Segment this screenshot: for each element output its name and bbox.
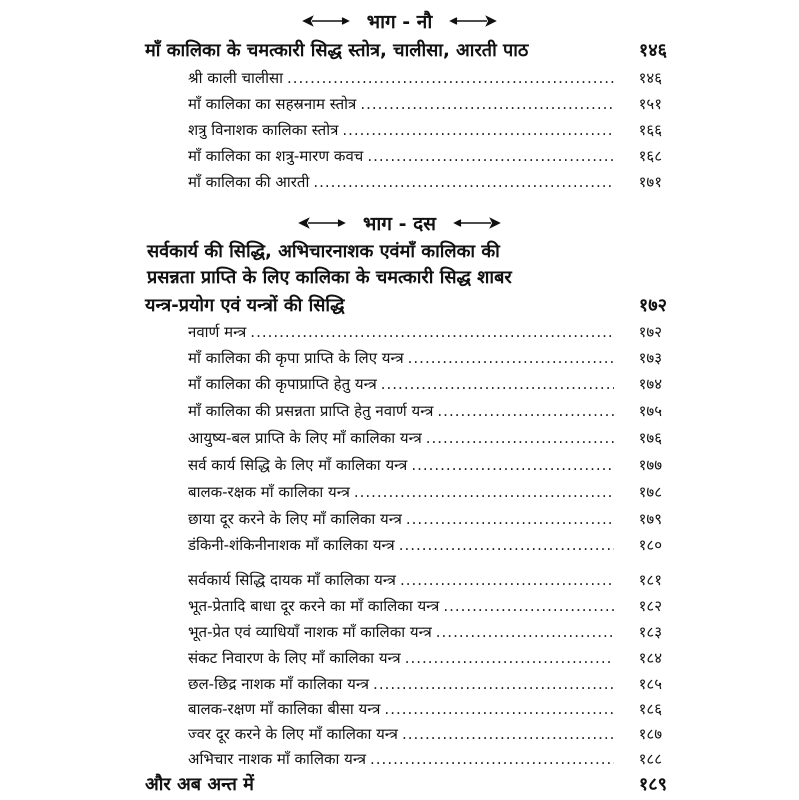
toc-label: सर्वकार्य सिद्धि दायक माँ कालिका यन्त्र: [188, 571, 396, 589]
toc-page: १८६: [638, 700, 662, 718]
toc-row: [188, 596, 662, 616]
toc-row: [188, 699, 662, 719]
toc-label: माँ कालिका की कृपा प्राप्ति के लिए यन्त्र: [188, 349, 404, 367]
toc-row: [188, 172, 662, 192]
toc-page: १७३: [638, 349, 662, 367]
leader-dots: [406, 510, 614, 528]
leader-dots: [360, 95, 614, 113]
leader-dots: [373, 675, 614, 693]
toc-page: १८३: [638, 623, 662, 641]
leader-dots: [313, 173, 614, 191]
toc-row: [188, 724, 662, 744]
toc-row: [188, 482, 662, 502]
toc-label: अभिचार नाशक माँ कालिका यन्त्र: [188, 750, 367, 768]
leader-dots: [443, 597, 614, 615]
toc-page: १८८: [638, 750, 662, 768]
leader-dots: [405, 649, 614, 667]
toc-row: [188, 94, 662, 114]
part9-title: भाग - नौ: [366, 11, 433, 33]
part9-heading-page: १४६: [638, 40, 667, 61]
toc-label: बालक-रक्षण माँ कालिका बीसा यन्त्र: [188, 700, 381, 718]
final-row: [145, 772, 667, 796]
toc-row: [188, 401, 662, 421]
final-label: और अब अन्त में: [145, 774, 254, 795]
toc-page: १८४: [638, 649, 662, 667]
toc-label: माँ कालिका का शत्रु-मारण कवच: [188, 147, 364, 165]
toc-page: १७२: [638, 323, 662, 341]
leader-dots: [408, 349, 614, 367]
leader-dots: [367, 147, 614, 165]
toc-page: १६६: [638, 121, 662, 139]
part9-heading: [145, 38, 667, 62]
part10-title: भाग - दस: [362, 213, 437, 235]
toc-page: १६८: [638, 147, 662, 165]
part10-heading-label: यन्त्र-प्रयोग एवं यन्त्रों की सिद्धि: [145, 295, 345, 316]
leader-dots: [250, 323, 614, 341]
toc-row: [188, 120, 662, 140]
toc-label: शत्रु विनाशक कालिका स्तोत्र: [188, 121, 339, 139]
toc-row: [188, 648, 662, 668]
toc-page: १७६: [638, 429, 662, 447]
toc-page: १८५: [638, 675, 662, 693]
leader-dots: [287, 69, 614, 87]
toc-page: १७७: [638, 456, 662, 474]
toc-page: १८०: [638, 536, 662, 554]
toc-page: १८७: [638, 725, 662, 743]
toc-page: १७४: [638, 375, 662, 393]
toc-label: माँ कालिका की प्रसन्नता प्राप्ति हेतु नवार्ण यन्त्र: [188, 402, 434, 420]
leader-dots: [399, 536, 614, 554]
toc-label: ज्वर दूर करने के लिए माँ कालिका यन्त्र: [188, 725, 398, 743]
part10-heading-line3: [145, 293, 667, 317]
toc-label: नवार्ण मन्त्र: [188, 323, 247, 341]
toc-page: १७१: [638, 173, 662, 191]
toc-page: १७५: [638, 402, 662, 420]
leader-dots: [411, 456, 614, 474]
toc-row: [188, 322, 662, 342]
leader-dots: [370, 750, 614, 768]
part10-header: [0, 210, 799, 236]
toc-page: १४६: [638, 69, 662, 87]
toc-row: [188, 570, 662, 590]
toc-row: [188, 348, 662, 368]
part9-header: [0, 8, 799, 34]
toc-label: श्री काली चालीसा: [188, 69, 283, 87]
toc-label: संकट निवारण के लिए माँ कालिका यन्त्र: [188, 649, 401, 667]
toc-label: छाया दूर करने के लिए माँ कालिका यन्त्र: [188, 510, 402, 528]
toc-page: १७८: [638, 483, 662, 501]
toc-label: आयुष्य-बल प्राप्ति के लिए माँ कालिका यन्त्र: [188, 429, 422, 447]
toc-page: १७९: [638, 510, 662, 528]
toc-row: [188, 428, 662, 448]
toc-page: १५१: [638, 95, 662, 113]
leader-dots: [400, 571, 614, 589]
toc-row: [188, 68, 662, 88]
toc-row: [188, 146, 662, 166]
part10-heading-line1: सर्वकार्य की सिद्धि, अभिचारनाशक एवंमाँ कालिका की: [147, 241, 500, 262]
leader-dots: [342, 121, 614, 139]
toc-label: माँ कालिका का सहस्रनाम स्तोत्र: [188, 95, 357, 113]
toc-page: १८१: [638, 571, 662, 589]
toc-row: [188, 509, 662, 529]
leader-dots: [402, 725, 614, 743]
part9-heading-label: माँ कालिका के चमत्कारी सिद्ध स्तोत्र, चालीसा, आरती पाठ: [145, 40, 529, 61]
toc-label: भूत-प्रेत एवं व्याधियाँ नाशक माँ कालिका यन्त्र: [188, 623, 432, 641]
ornament-right-icon: [453, 217, 501, 229]
part10-heading-page: १७२: [638, 295, 667, 316]
toc-page: १८२: [638, 597, 662, 615]
toc-label: माँ कालिका की आरती: [188, 173, 310, 191]
toc-label: सर्व कार्य सिद्धि के लिए माँ कालिका यन्त्र: [188, 456, 408, 474]
toc-row: [188, 374, 662, 394]
toc-row: [188, 535, 662, 555]
toc-row: [188, 455, 662, 475]
final-page: १८९: [638, 774, 667, 795]
toc-row: [188, 674, 662, 694]
toc-label: डंकिनी-शंकिनीनाशक माँ कालिका यन्त्र: [188, 536, 395, 554]
toc-row: [188, 749, 662, 769]
leader-dots: [437, 402, 614, 420]
part10-heading-line2: प्रसन्नता प्राप्ति के लिए कालिका के चमत्कारी सिद्ध शाबर: [147, 267, 512, 288]
toc-label: भूत-प्रेतादि बाधा दूर करने का माँ कालिका यन्त्र: [188, 597, 440, 615]
leader-dots: [354, 483, 614, 501]
toc-row: [188, 622, 662, 642]
toc-label: छल-छिद्र नाशक माँ कालिका यन्त्र: [188, 675, 370, 693]
leader-dots: [384, 700, 614, 718]
leader-dots: [381, 375, 614, 393]
leader-dots: [436, 623, 614, 641]
ornament-left-icon: [298, 217, 346, 229]
toc-label: बालक-रक्षक माँ कालिका यन्त्र: [188, 483, 350, 501]
ornament-right-icon: [449, 15, 497, 27]
ornament-left-icon: [302, 15, 350, 27]
leader-dots: [426, 429, 614, 447]
toc-label: माँ कालिका की कृपाप्राप्ति हेतु यन्त्र: [188, 375, 377, 393]
